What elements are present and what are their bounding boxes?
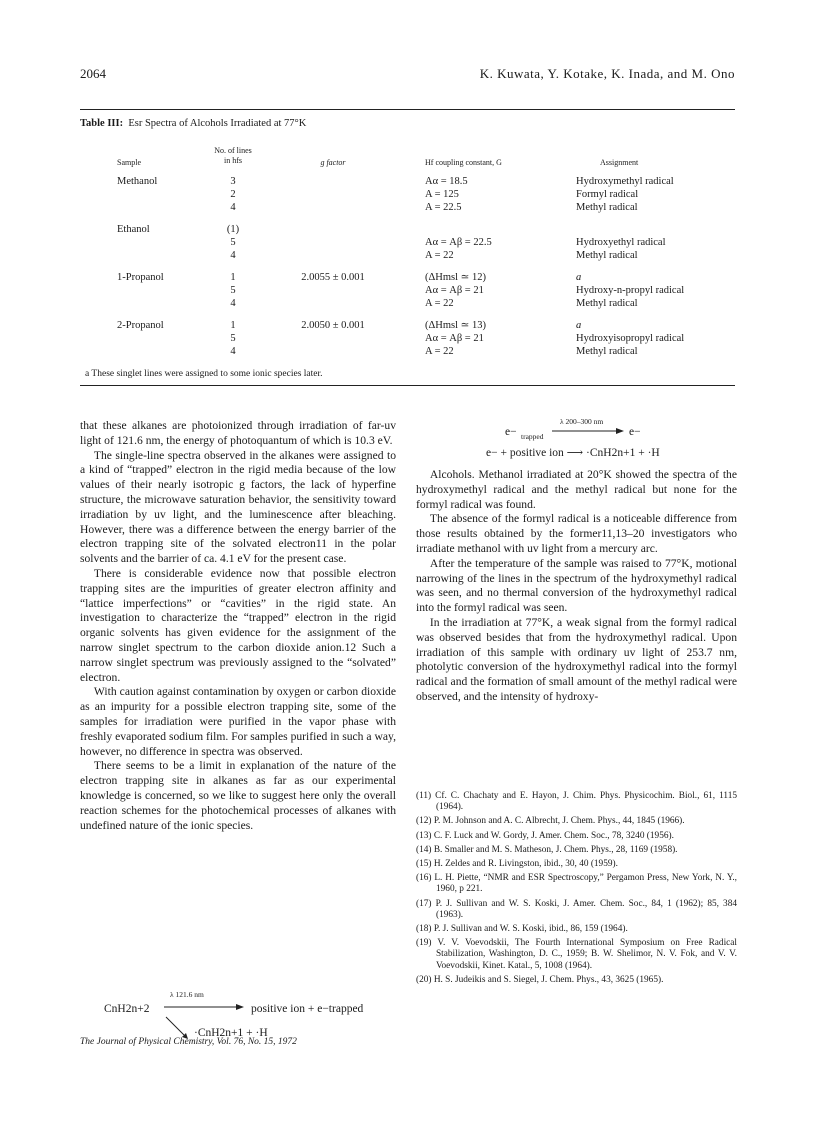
table-cell-hf: A = 22 [425,346,454,357]
table-cell-lines: 5 [230,333,236,344]
table-cell-hf: A = 22 [425,250,454,261]
table-cell-lines: 4 [230,250,236,261]
paragraph: The single-line spectra observed in the alkanes were assigned to a kind of “trapped” electron in the rigid media because of the low values of their nearly isotropic g factors, the lack of hyperfine structure, the microwave saturation behavior, the sensitivity toward irradiation by uv light, and the luminescence after bleaching. However, there was a difference between the energy barrier of the electron trapping site of the solvated electron11 in the polar solvents and the barrier of ca. 4.1 eV for the present case. [80,448,396,566]
table-cell-assignment-footnote-mark: a [576,320,582,331]
paragraph: In the irradiation at 77°K, a weak signal from the formyl radical was observed besides that from the hydroxymethyl radical. Upon irradiation of this sample with ordinary uv light of 253.7 nm, photolytic conversion of the hydroxymethyl radical into the formyl radical and the formation of small amount of the methyl radical were observed, and the intensity of hydroxy- [416,615,737,703]
table-cell-hf: Aα = Aβ = 21 [425,285,484,296]
table-cell-sample: Methanol [117,176,158,187]
table-cell-g-factor: 2.0055 ± 0.001 [301,272,365,283]
table-cell-lines: 4 [230,346,236,357]
left-column-text [80,419,396,833]
table-cell-lines: 4 [230,298,236,309]
table-bottom-rule [80,385,735,386]
reference-item: (13) C. F. Luck and W. Gordy, J. Amer. Chem. Soc., 78, 3240 (1956). [416,830,674,841]
table-cell-lines: 5 [230,285,236,296]
table-cell-lines: 5 [230,237,236,248]
paragraph: With caution against contamination by oxygen or carbon dioxide as an impurity for a possible electron trapping site, some of the samples for irradiation were purified in the vapor phase with freshly evaporated sodium film. For samples purified in such a way, however, no difference in spectra was observed. [80,685,396,758]
reference-item: (12) P. M. Johnson and A. C. Albrecht, J. Chem. Phys., 44, 1845 (1966). [416,816,685,827]
reference-item: (14) B. Smaller and M. S. Matheson, J. Chem. Phys., 28, 1169 (1958). [416,844,678,855]
table-cell-assignment: Hydroxyethyl radical [576,237,666,248]
table-cell-hf: (ΔHmsl ≃ 13) [425,320,487,331]
paragraph: There is considerable evidence now that possible electron trapping sites are the impurities of greater electron affinity and “lattice imperfections” or “cavities” in the rigid state. An investigation to characterize the “trapped” electron in the rigid organic solvents has given evidence for the assignment of the narrow singlet spectrum to the carbon dioxide anion.12 Such a narrow singlet spectrum was previously assigned to the “solvated” electron. [80,566,396,684]
table-cell-lines: (1) [226,224,240,235]
header-lines-line1: No. of lines [214,146,252,155]
reference-list [416,791,737,989]
scheme-arrow-label: λ 121.6 nm [170,990,204,999]
table-cell-hf: A = 22.5 [425,202,462,213]
reference-item: (17) P. J. Sullivan and W. S. Koski, J. Amer. Chem. Soc., 84, 1 (1962); 85, 384 (1963). [416,898,737,920]
header-sample: Sample [117,158,141,167]
table-cell-lines: 2 [230,189,236,200]
reference-item: (20) H. S. Judeikis and S. Siegel, J. Chem. Phys., 43, 3625 (1965). [416,974,664,985]
table-cell-assignment: Methyl radical [576,298,638,309]
table-cell-lines: 3 [230,176,236,187]
paragraph: After the temperature of the sample was raised to 77°K, motional narrowing of the lines in the spectrum of the hydroxymethyl radical was seen, and no thermal conversion of the hydroxymethyl radical into the formyl radical was seen. [416,556,737,615]
table-cell-assignment: Hydroxyisopropyl radical [576,333,685,344]
table-cell-sample: Ethanol [117,224,150,235]
paragraph: The absence of the formyl radical is a noticeable difference from those results obtained by the former11,13–20 investigators who irradiate methanol with uv light from a mercury arc. [416,512,737,555]
header-lines-line2: in hfs [224,156,242,165]
header-hf-coupling: Hf coupling constant, G [425,158,502,167]
reference-item: (11) Cf. C. Chachaty and E. Hayon, J. Chim. Phys. Physicochim. Biol., 61, 1115 (1964). [416,791,737,813]
table-cell-lines: 1 [230,320,236,331]
table-cell-assignment-footnote-mark: a [576,272,582,283]
paragraph: There seems to be a limit in explanation of the nature of the electron trapping site in alkanes as far as our experimental knowledge is concerned, so we like to suggest here only the overall reaction schemes for the photochemical processes of alkanes with undefined nature of the ionic species. [80,759,396,832]
right-scheme-line1-right: e− [629,426,641,438]
reference-item: (18) P. J. Sullivan and W. S. Koski, ibid., 86, 159 (1964). [416,924,628,935]
reference-item: (16) L. H. Piette, “NMR and ESR Spectroscopy,” Pergamon Press, New York, N. Y., 1960, p 221. [416,873,737,895]
paragraph: Alcohols. Methanol irradiated at 20°K showed the spectra of the hydroxymethyl radical and the methyl radical but none for the formyl radical was found. [416,468,737,511]
table-cell-g-factor: 2.0050 ± 0.001 [301,320,365,331]
table-cell-assignment: Methyl radical [576,250,638,261]
table-cell-lines: 1 [230,272,236,283]
paragraph: that these alkanes are photoionized through irradiation of far-uv light of 121.6 nm, the energy of photoquantum of which is 10.3 eV. [80,419,396,447]
table-cell-hf: Aα = Aβ = 21 [425,333,484,344]
table-cell-hf: Aα = 18.5 [425,176,468,187]
right-scheme-line1-left: e− [505,426,517,438]
table-cell-lines: 4 [230,202,236,213]
table-cell-assignment: Hydroxy-n-propyl radical [576,285,685,296]
table-cell-hf: Aα = Aβ = 22.5 [425,237,492,248]
scheme-reactant: CnH2n+2 [104,1003,150,1015]
table-cell-assignment: Methyl radical [576,202,638,213]
table-caption: Esr Spectra of Alcohols Irradiated at 77°K [128,118,307,129]
header-g-factor: g factor [320,158,346,167]
table-label: Table III: [80,118,124,129]
table-cell-assignment: Hydroxymethyl radical [576,176,674,187]
right-column-text [416,468,737,705]
right-scheme-arrow [552,425,626,437]
table-top-rule [80,109,735,110]
right-scheme-line1-subscript: trapped [521,432,544,441]
scheme-product-2: ·CnH2n+1 + ·H [194,1027,268,1039]
header-assignment: Assignment [600,158,639,167]
table-cell-hf: A = 125 [425,189,459,200]
table-cell-sample: 2-Propanol [117,320,164,331]
journal-footer: The Journal of Physical Chemistry, Vol. 76, No. 15, 1972 [80,1037,297,1047]
running-head-authors: K. Kuwata, Y. Kotake, K. Inada, and M. Ono [479,66,735,81]
right-scheme-line2: e− + positive ion ⟶ ·CnH2n+1 + ·H [486,447,660,459]
table-cell-assignment: Methyl radical [576,346,638,357]
table-cell-assignment: Formyl radical [576,189,639,200]
table-cell-hf: (ΔHmsl ≃ 12) [425,272,487,283]
reference-item: (19) V. V. Voevodskii, The Fourth International Symposium on Free Radical Stabilization, Washington, D. C., 1959; B. W. Shelimor, N. V. Fok, and V. V. Voevodskii, Kinet. Katal., 5, 1008 (1964). [416,938,737,971]
table-title [80,118,306,129]
reference-item: (15) H. Zeldes and R. Livingston, ibid., 30, 40 (1959). [416,859,618,870]
scheme-product-1: positive ion + e−trapped [251,1003,364,1015]
table-footnote: a These singlet lines were assigned to some ionic species later. [85,369,323,379]
table-cell-sample: 1-Propanol [117,272,164,283]
right-scheme-arrow-label: λ 200–300 nm [560,417,604,426]
table-cell-hf: A = 22 [425,298,454,309]
page-number: 2064 [80,66,106,81]
